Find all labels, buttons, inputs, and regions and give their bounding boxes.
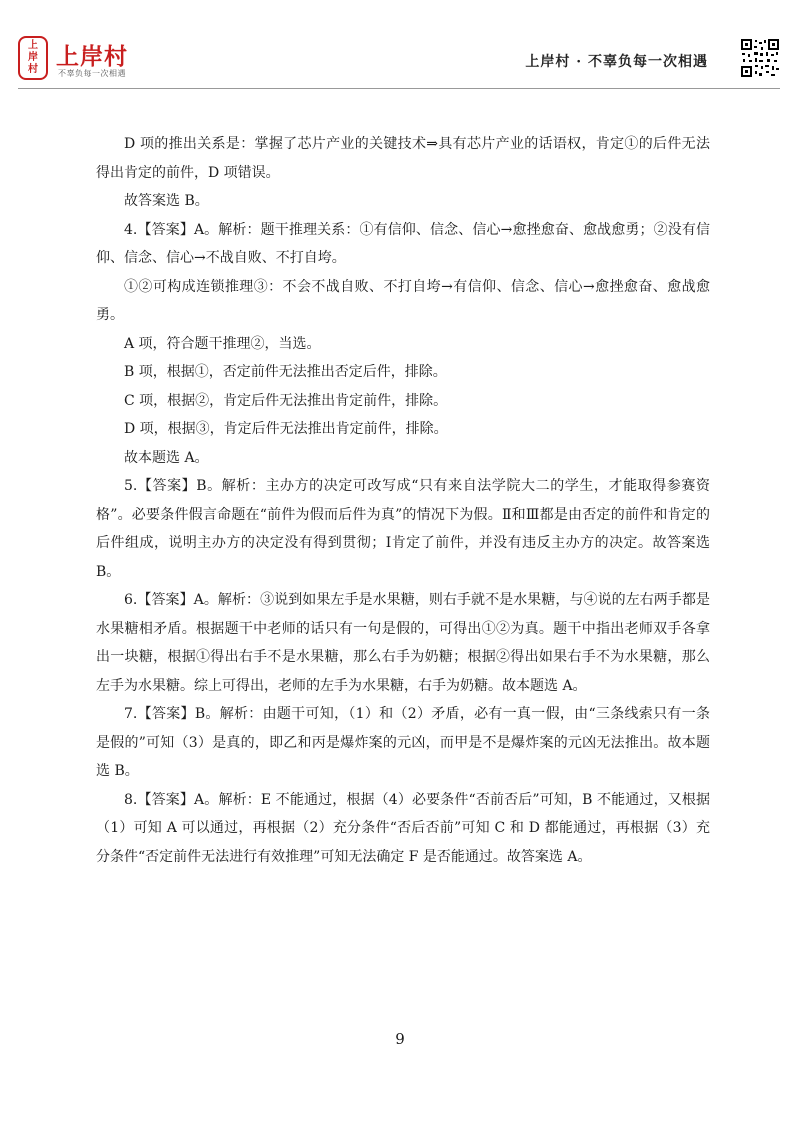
paragraph: 4.【答案】A。解析：题干推理关系：①有信仰、信念、信心→愈挫愈奋、愈战愈勇；②没有信仰、信念、信心→不战自败、不打自垮。 bbox=[96, 221, 710, 266]
paragraph: 5.【答案】B。解析：主办方的决定可改写成“只有来自法学院大二的学生，才能取得参赛资格”。必要条件假言命题在“前件为假而后件为真”的情况下为假。Ⅱ和Ⅲ都是由否定的前件和肯定的后件组成，说明主办方的决定没有得到贯彻；Ⅰ肯定了前件，并没有违反主办方的决定。故答案选 B。 bbox=[96, 478, 710, 580]
page-number: 9 bbox=[395, 1030, 405, 1048]
seal-char: 村 bbox=[28, 64, 38, 75]
paragraph: 7.【答案】B。解析：由题干可知，（1）和（2）矛盾，必有一真一假，由“三条线索只有一条是假的”可知（3）是真的，即乙和丙是爆炸案的元凶，而甲是不是爆炸案的元凶无法推出。故本题选 B。 bbox=[96, 706, 710, 779]
document-body bbox=[96, 130, 710, 871]
paragraph: 故本题选 A。 bbox=[124, 449, 209, 466]
brand-slogan: 不辜负每一次相遇 bbox=[58, 69, 126, 78]
header-slogan: 上岸村 · 不辜负每一次相遇 bbox=[525, 54, 708, 70]
brand-name: 上岸村 bbox=[56, 44, 128, 70]
brand-logo-seal bbox=[18, 36, 48, 80]
paragraph: 6.【答案】A。解析：③说到如果左手是水果糖，则右手就不是水果糖，与④说的左右两手都是水果糖相矛盾。根据题干中老师的话只有一句是假的，可得出①②为真。题干中指出老师双手各拿出一块糖，根据①得出右手不是水果糖，那么右手为奶糖；根据②得出如果右手不为水果糖，那么左手为水果糖。综上可得出，老师的左手为水果糖，右手为奶糖。故本题选 A。 bbox=[96, 592, 710, 694]
paragraph: 故答案选 B。 bbox=[124, 193, 209, 209]
paragraph: A 项，符合题干推理②，当选。 bbox=[124, 335, 321, 352]
seal-char: 上 bbox=[28, 40, 38, 51]
paragraph: 8.【答案】A。解析：E 不能通过，根据（4）必要条件“否前否后”可知，B 不能通过，又根据（1）可知 A 可以通过，再根据（2）充分条件“否后否前”可知 C 和 D 都能通过，再根据（3）充分条件“否定前件无法进行有效推理”可知无法确定 F 是否能通过。故答案选 A。 bbox=[96, 791, 710, 865]
paragraph: ①②可构成连锁推理③：不会不战自败、不打自垮→有信仰、信念、信心→愈挫愈奋、愈战愈勇。 bbox=[96, 278, 710, 323]
qr-code-icon bbox=[740, 38, 780, 78]
seal-char: 岸 bbox=[28, 52, 38, 63]
header-divider bbox=[18, 88, 780, 89]
paragraph: D 项，根据③，肯定后件无法推出肯定前件，排除。 bbox=[124, 421, 448, 437]
paragraph: D 项的推出关系是：掌握了芯片产业的关键技术⇒具有芯片产业的话语权，肯定①的后件无法得出肯定的前件，D 项错误。 bbox=[96, 136, 710, 181]
paragraph: B 项，根据①，否定前件无法推出否定后件，排除。 bbox=[124, 364, 447, 380]
page-header bbox=[0, 0, 800, 96]
paragraph: C 项，根据②，肯定后件无法推出肯定前件，排除。 bbox=[124, 392, 448, 409]
